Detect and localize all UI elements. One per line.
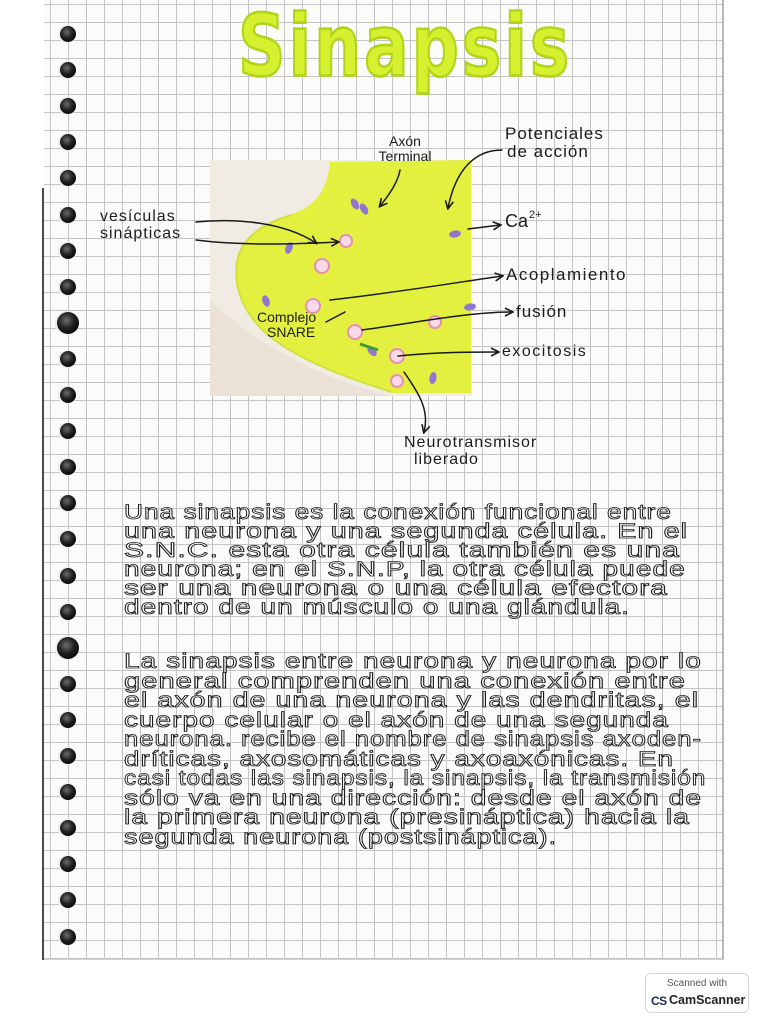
vesicle (340, 235, 352, 247)
spiral-hole (60, 712, 76, 728)
spiral-hole (60, 495, 76, 511)
badge-caption: Scanned with (666, 978, 728, 989)
label-line: SNARE (267, 324, 316, 341)
label-line: liberado (414, 451, 479, 469)
text-line: La sinapsis entre neurona y neurona por lo (124, 650, 702, 673)
text-line: sólo va en una dirección: desde el axón de (124, 786, 703, 810)
spiral-hole (60, 748, 76, 764)
spiral-hole (57, 637, 79, 659)
label-snare-complex (257, 310, 316, 340)
calcium-charge: 2+ (529, 209, 542, 221)
paper-right-edge (722, 0, 724, 960)
paragraph-2 (124, 650, 707, 849)
label-synaptic-vesicles (100, 208, 181, 243)
text-line: una neurona y una segunda célula. En el (124, 520, 689, 543)
label-line: Terminal (378, 148, 432, 165)
label-axon-terminal (364, 134, 446, 164)
text-line: Una sinapsis es la conexión funcional entre (124, 501, 672, 524)
text-line: neurona; en el S.N.P, la otra célula puede (124, 558, 686, 581)
spiral-hole (60, 207, 76, 223)
spiral-binding (0, 0, 100, 960)
label-fusion: fusión (516, 302, 568, 321)
spiral-hole (60, 134, 76, 150)
spiral-hole (60, 459, 76, 475)
spiral-hole (60, 62, 76, 78)
calcium-symbol: Ca (505, 211, 529, 231)
spiral-hole (60, 243, 76, 259)
paragraph-1 (124, 501, 689, 619)
spiral-hole (60, 351, 76, 367)
text-line: el axón de una neurona y las dendritas, el (124, 689, 700, 712)
spiral-hole (60, 26, 76, 42)
spiral-hole (60, 568, 76, 584)
vesicle (315, 259, 329, 273)
camscanner-logo-icon: CS (651, 994, 667, 1008)
label-line: de acción (507, 142, 589, 162)
text-line: dríticas, axosomáticas y axoaxónicas. En (124, 747, 674, 771)
text-line: casi todas las sinapsis, la sinapsis, la transmisión (124, 767, 707, 790)
badge-brand: CamScanner (669, 993, 746, 1007)
spiral-hole (60, 676, 76, 692)
vesicle (429, 316, 441, 328)
spiral-hole (60, 892, 76, 908)
text-line: la primera neurona (presináptica) hacia la (124, 806, 691, 829)
label-line: Potenciales (505, 124, 604, 143)
label-neurotransmitter (404, 434, 537, 469)
vesicle (391, 375, 403, 387)
spiral-hole (60, 423, 76, 439)
spiral-hole (60, 279, 76, 295)
label-docking: Acoplamiento (506, 265, 628, 284)
text-line: S.N.C. esta otra célula también es una (124, 539, 681, 562)
vesicle (348, 325, 362, 339)
arrow-calcium (468, 225, 500, 229)
label-line: Axón (389, 133, 421, 149)
spiral-hole (60, 170, 76, 186)
synapse-diagram (90, 120, 650, 480)
spiral-hole (57, 312, 79, 334)
spiral-hole (60, 531, 76, 547)
label-line: Neurotransmisor (404, 434, 538, 451)
text-line: neurona. recibe el nombre de sinapsis axoden- (124, 728, 703, 751)
spiral-hole (60, 387, 76, 403)
text-line: dentro de un músculo o una glándula. (124, 596, 631, 619)
spiral-hole (60, 784, 76, 800)
label-exocytosis: exocitosis (502, 343, 588, 360)
page-title: Sinapsis (238, 0, 573, 97)
spiral-hole (60, 929, 76, 945)
label-line: vesículas (100, 208, 176, 225)
text-line: ser una neurona o una célula efectora (124, 577, 668, 600)
paper-bottom-edge (44, 959, 724, 960)
spiral-hole (60, 604, 76, 620)
label-action-potentials (505, 125, 604, 162)
scanner-watermark-badge (645, 973, 749, 1013)
spiral-hole (60, 856, 76, 872)
text-line: general comprenden una conexión entre (124, 669, 687, 693)
text-line: cuerpo celular o el axón de una segunda (124, 708, 669, 732)
label-calcium (505, 210, 542, 231)
text-line: segunda neurona (postsináptica). (124, 825, 558, 849)
spiral-hole (60, 98, 76, 114)
label-line: sinápticas (100, 225, 182, 243)
spiral-hole (60, 820, 76, 836)
label-line: Complejo (257, 309, 317, 325)
